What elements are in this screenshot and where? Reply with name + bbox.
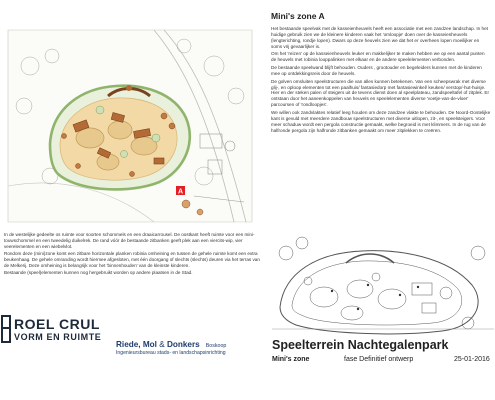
rmd-name-a: Riede, Mol: [116, 340, 160, 349]
rmd-subtitle: Ingenieursbureau stads- en landschapsinrichting: [116, 350, 226, 356]
left-paragraph: Bestaande (speel)elementen kunnen nog hergebruikt worden op andere plaatsen in de Stad.: [4, 270, 193, 275]
crul-name: ROEL CRUL: [14, 316, 100, 332]
lineart-drawing: [272, 233, 494, 335]
zone-title: Mini's zone A: [271, 11, 325, 21]
description-paragraph: De bestaande speelwand blijft behouden. Ouders , grootouder en begeleiders kunnen met de kinderen mee op ontdekkingsreis door de heuvels.: [271, 65, 482, 76]
zone-marker-label: A: [177, 188, 184, 196]
description-paragraph: De golven omsluiten speelstructuren die van alles kunnen betekenen. Van een scheepswrak met diverse glij-, en oploop elementen tot een paalhuis/ fantasiedorp met fantasiewinkel/ keuken/ verstop/-hut-huisje. Hier en der steken palen of steigers uit de tevens dienst doen al speelplateau, zandspeeltafel of zitplek. Er ontstaan door het aaneenkoppelen van heuvels en speelelementen diverse 'voetje-van-de-vloer' parcoursen of 'rondloopjes'.: [271, 78, 489, 108]
rmd-logo: [116, 340, 261, 362]
meta-date: 25-01-2016: [454, 356, 490, 363]
project-title: Speelterrein Nachtegalenpark: [272, 338, 449, 352]
left-description: [4, 232, 266, 277]
site-plan-lineart: [272, 233, 494, 335]
site-plan-drawing: [4, 26, 256, 226]
description-paragraph: We willen ook zandvlaktes relatief leeg houden om deze zandzee vlakte te behouden. De Noord-Oostelijke kant is gevuld met meerdere zandbouw speelstructuren met diverse uitlopen, zit-, en speelsteigers. Voor meer schaduw wordt een pergola constructie gemaakt, welke begroeid is met klimmers. In de rug van de halfronde pergola zijn halfronde zitbanken gemaakt om meer zitplekken te creëren.: [271, 109, 491, 133]
meta-phase: fase Definitief ontwerp: [344, 356, 414, 363]
crul-mark-icon: [0, 314, 12, 344]
rmd-place: Boskoop: [205, 343, 227, 349]
site-plan-color: [4, 26, 256, 226]
rmd-name: [116, 340, 261, 349]
description-paragraph: Om het 'reizen' op de kasseienheuvels leuker en makkelijker te maken hebben we op een aantal punten de heuvels met robinia looppalinken met elkaar en de andere speelelementen verbonden.: [271, 51, 485, 63]
zone-description: [271, 26, 491, 135]
rmd-name-b: Donkers: [164, 340, 200, 349]
description-paragraph: Het bestaande speelvak met de kasseienheuvels heeft een associatie met een zandzee landschap. In het huidige gebruik zien we de kleinere kinderen vaak het 'omloopje' doen over de kasseienheuvels (lengterichting, rondje lopen). Dwars op deze heuvels zien we dat het er overheen lopen moeilijker en soms vrij gevaarlijker is.: [271, 26, 488, 49]
left-paragraph: Rondom deze (mini)zone komt een zitbare horizontale planken robinia omheining en tussen de gehele ruimte komt een extra beukenhaag. De gehele omranding wordt hiermee afgesloten, met één doorgang of slechts (slechts) deuren via het terras van de Melkerij. Deze omheining is belangrijk voor het 'binnenhouden' van de kleinste kinderen.: [4, 251, 260, 268]
meta-zone: Mini's zone: [272, 356, 310, 363]
rmd-amp: &: [159, 340, 165, 349]
left-paragraph: In de westelijke gedeelte os ruimte voor soorten schommels en een draaicarrousel. De oostkant heeft ruimte voor een mini-touwschommel en een tweedelig duikelrek. De rand vóór de bestaande zitbanken geeft plek aan een viercits-wip, vier veerelementen en een wiebelvlot.: [4, 232, 255, 249]
roel-crul-logo: [0, 310, 102, 360]
crul-subtitle: VORM EN RUIMTE: [14, 332, 102, 342]
